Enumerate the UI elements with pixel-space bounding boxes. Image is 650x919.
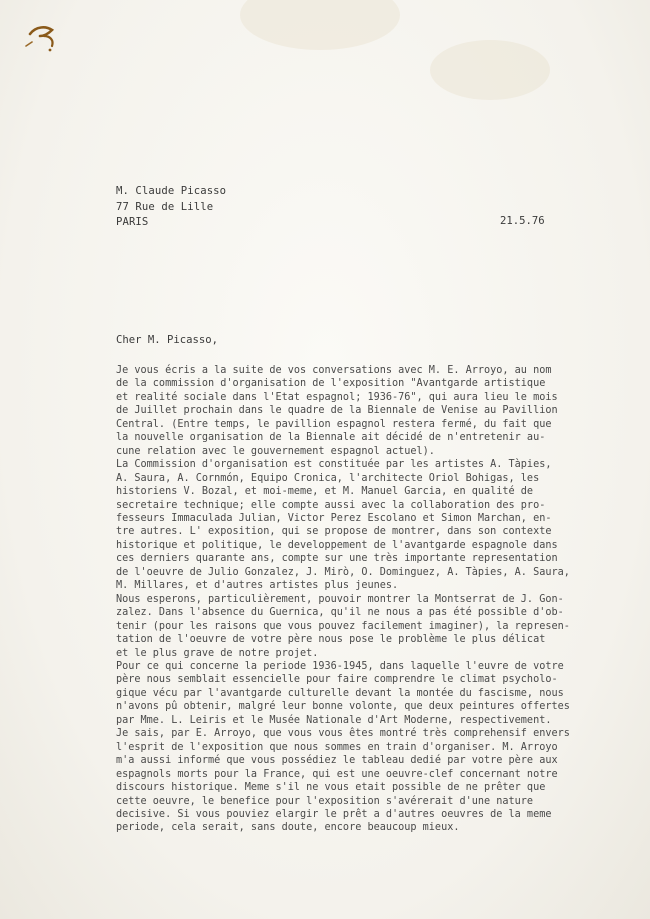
body-line: gique vécu par l'avantgarde culturelle devant la montée du fascisme, nous [116,687,564,699]
body-line: historique et politique, le developpement de l'avantgarde espagnole dans [116,539,558,551]
body-line: tre autres. L' exposition, qui se propose de montrer, dans son contexte [116,526,552,538]
body-line: La Commission d'organisation est constituée par les artistes A. Tàpies, [116,459,552,471]
body-line: Central. (Entre temps, le pavillion espagnol restera fermé, du fait que [116,418,552,430]
body-line: m'a aussi informé que vous possédiez le tableau dedié par votre père aux [116,755,558,767]
body-line: Je sais, par E. Arroyo, que vous vous êtes montré très comprehensif envers [116,728,570,740]
body-line: de l'oeuvre de Julio Gonzalez, J. Mirò, O. Dominguez, A. Tàpies, A. Saura, [116,566,570,578]
body-line: tenir (pour les raisons que vous pouvez facilement imaginer), la represen- [116,620,570,632]
body-line: l'esprit de l'exposition que nous sommes en train d'organiser. M. Arroyo [116,741,558,753]
recipient-address [116,184,226,231]
handwritten-mark-icon [22,20,64,54]
body-line: periode, cela serait, sans doute, encore beaucoup mieux. [116,822,460,834]
body-line: M. Millares, et d'autres artistes plus jeunes. [116,580,399,592]
letter-date: 21.5.76 [500,215,545,227]
body-line: cune relation avec le gouvernement espagnol actuel). [116,445,435,457]
body-line: de Juillet prochain dans le quadre de la Biennale de Venise au Pavillion [116,405,558,417]
address-line-street: 77 Rue de Lille [116,200,214,213]
body-line: Je vous écris a la suite de vos conversations avec M. E. Arroyo, au nom [116,365,552,376]
body-line: discours historique. Meme s'il ne vous etait possible de ne prêter que [116,782,546,794]
salutation: Cher M. Picasso, [116,334,219,346]
body-line: cette oeuvre, le benefice pour l'exposition s'avérerait d'une nature [116,795,534,807]
body-line: la nouvelle organisation de la Biennale ait décidé de n'entretenir au- [116,432,546,444]
body-line: tation de l'oeuvre de votre père nous pose le problème le plus délicat [116,634,546,646]
body-line: espagnols morts pour la France, qui est une oeuvre-clef concernant notre [116,768,558,780]
body-line: et realité sociale dans l'Etat espagnol; 1936-76", qui aura lieu le mois [116,391,558,403]
body-line: Pour ce qui concerne la periode 1936-1945, dans laquelle l'euvre de votre [116,660,564,672]
address-line-name: M. Claude Picasso [116,185,227,197]
body-line: historiens V. Bozal, et moi-meme, et M. Manuel Garcia, en qualité de [116,486,534,498]
body-line: Nous esperons, particulièrement, pouvoir montrer la Montserrat de J. Gon- [116,593,564,605]
body-line: de la commission d'organisation de l'exposition "Avantgarde artistique [116,378,546,390]
body-line: et le plus grave de notre projet. [116,647,319,659]
body-line: zalez. Dans l'absence du Guernica, qu'il ne nous a pas été possible d'ob- [116,607,564,619]
paper-stain [430,40,550,100]
body-line: decisive. Si vous pouviez elargir le prêt a d'autres oeuvres de la meme [116,808,552,820]
body-line: ces derniers quarante ans, compte sur une très importante representation [116,553,558,565]
paper-stain [240,0,400,50]
body-line: père nous semblait essencielle pour faire comprendre le climat psycholo- [116,674,558,686]
body-line: par Mme. L. Leiris et le Musée Nationale d'Art Moderne, respectivement. [116,714,552,726]
address-line-city: PARIS [116,216,149,228]
body-line: A. Saura, A. Cornmón, Equipo Cronica, l'architecte Oriol Bohigas, les [116,472,540,484]
body-line: n'avons pû obtenir, malgré leur bonne volonte, que deux peintures offertes [116,701,570,713]
body-line: secretaire technique; elle compte aussi avec la collaboration des pro- [116,499,546,511]
letter-body [116,364,570,835]
body-line: fesseurs Immaculada Julian, Victor Perez Escolano et Simon Marchan, en- [116,512,552,524]
